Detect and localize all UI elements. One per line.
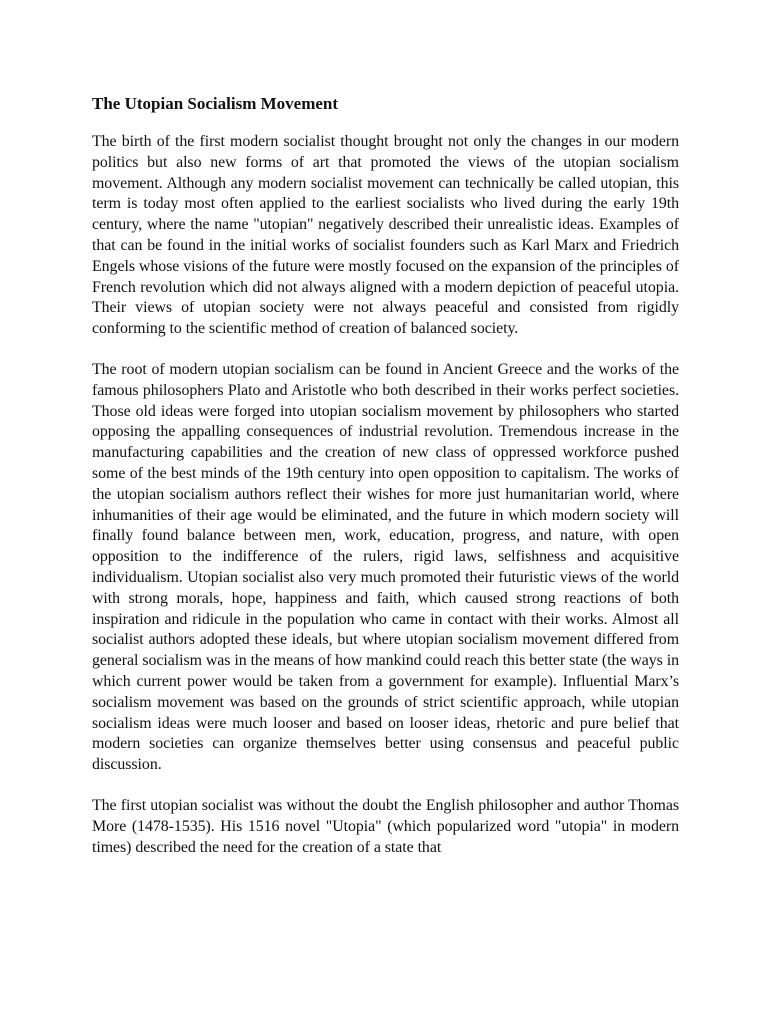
paragraph-2: The root of modern utopian socialism can be found in Ancient Greece and the works of the famous philosophers Plato and Aristotle who both described in their works perfect societies. Those old ideas were forged into utopian socialism movement by philosophers who started opposing the appalling consequences of industrial revolution. Tremendous increase in the manufacturing capabilities and the creation of new class of oppressed workforce pushed some of the best minds of the 19th century into open opposition to capitalism. The works of the utopian socialism authors reflect their wishes for more just humanitarian world, where inhumanities of their age would be eliminated, and the future in which modern society will finally found balance between men, work, education, progress, and nature, with open opposition to the indifference of the rulers, rigid laws, selfishness and acquisitive individualism. Utopian socialist also very much promoted their futuristic views of the world with strong morals, hope, happiness and faith, which caused strong reactions of both inspiration and ridicule in the population who came in contact with their works. Almost all socialist authors adopted these ideals, but where utopian socialism movement differed from general socialism was in the means of how mankind could reach this better state (the ways in which current power would be taken from a government for example). Influential Marx’s socialism movement was based on the grounds of strict scientific approach, while utopian socialism ideas were much looser and based on looser ideas, rhetoric and pure belief that modern societies can organize themselves better using consensus and peaceful public discussion. bbox=[92, 360, 679, 774]
paragraph-3: The first utopian socialist was without the doubt the English philosopher and author Thomas More (1478-1535). His 1516 novel "Utopia" (which popularized word "utopia" in modern times) described the need for the creation of a state that bbox=[92, 796, 679, 856]
document-page bbox=[92, 92, 679, 878]
paragraph-1: The birth of the first modern socialist thought brought not only the changes in our modern politics but also new forms of art that promoted the views of the utopian socialism movement. Although any modern socialist movement can technically be called utopian, this term is today most often applied to the earliest socialists who lived during the early 19th century, where the name "utopian" negatively described their unrealistic ideas. Examples of that can be found in the initial works of socialist founders such as Karl Marx and Friedrich Engels whose visions of the future were mostly focused on the expansion of the principles of French revolution which did not always aligned with a modern depiction of peaceful utopia. Their views of utopian society were not always peaceful and consisted from rigidly conforming to the scientific method of creation of balanced society. bbox=[92, 133, 679, 338]
document-title: The Utopian Socialism Movement bbox=[92, 94, 339, 113]
